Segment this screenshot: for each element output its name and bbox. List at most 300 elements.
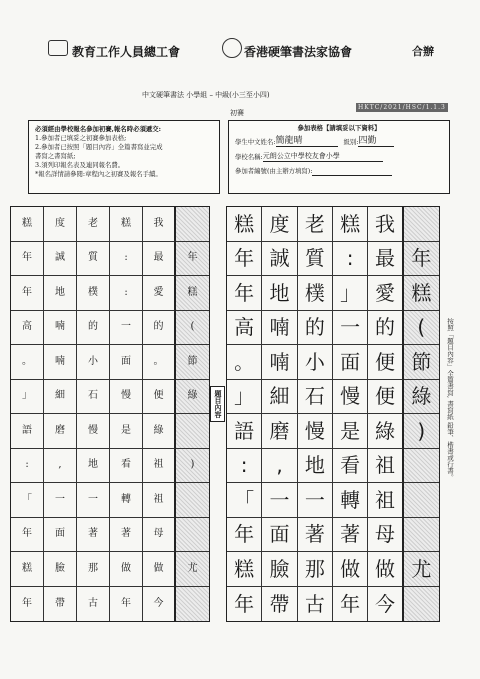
reference-cell: [176, 345, 209, 380]
handwritten-cell[interactable]: [227, 483, 262, 518]
reference-cell: [44, 587, 77, 622]
handwritten-char: 喃: [269, 349, 290, 374]
side-note: [444, 318, 455, 538]
reference-cell: [176, 242, 209, 277]
handwritten-cell[interactable]: [404, 587, 439, 622]
reference-char: 年: [121, 597, 131, 609]
handwritten-char: 語: [234, 418, 255, 443]
reference-cell: [44, 311, 77, 346]
reference-cell: [44, 518, 77, 553]
handwritten-char: 年: [234, 591, 255, 616]
reference-cell: [11, 207, 44, 242]
competition-subtitle: 中文硬筆書法 小學組 – 中級(小三至小四): [142, 91, 270, 99]
reference-cell: [143, 587, 176, 622]
reference-char: 糕: [187, 286, 198, 298]
reference-cell: [176, 414, 209, 449]
reference-cell: [44, 380, 77, 415]
reference-cell: [77, 311, 110, 346]
reference-char: 語: [22, 424, 32, 436]
org-left: 教育工作人員總工會: [72, 45, 181, 59]
handwritten-cell[interactable]: [262, 345, 297, 380]
handwritten-cell[interactable]: [368, 276, 403, 311]
handwritten-cell[interactable]: [333, 380, 368, 415]
reference-char: 綠: [153, 424, 164, 436]
reference-cell: [77, 449, 110, 484]
reference-char: 是: [121, 424, 131, 436]
handwritten-cell[interactable]: [262, 207, 297, 242]
handwritten-char: 年: [234, 522, 255, 547]
reference-cell: [44, 345, 77, 380]
id-field[interactable]: [312, 175, 392, 176]
reference-cell: [110, 276, 143, 311]
grade-label: 級別:: [343, 138, 359, 146]
reference-cell: [110, 483, 143, 518]
handwritten-char: 做: [340, 556, 361, 581]
reference-char: 慢: [121, 390, 131, 402]
handwritten-cell[interactable]: [227, 242, 262, 277]
handwritten-cell[interactable]: [368, 518, 403, 553]
reference-char: 年: [187, 252, 198, 264]
round-label: 初賽: [230, 109, 244, 117]
side-note-3: 鉛筆、楷書或行書。: [446, 421, 454, 481]
handwritten-cell[interactable]: [227, 311, 262, 346]
reference-char: 看: [121, 459, 131, 471]
reference-char: 節: [187, 355, 198, 367]
reference-cell: [110, 311, 143, 346]
reference-char: 轉: [121, 493, 131, 505]
handwritten-cell[interactable]: [368, 242, 403, 277]
handwritten-cell[interactable]: [333, 518, 368, 553]
handwritten-cell[interactable]: [227, 552, 262, 587]
name-field[interactable]: 簡龍晴: [276, 137, 338, 147]
reference-char: 「: [22, 493, 32, 505]
reference-cell: [77, 345, 110, 380]
reference-cell: [77, 276, 110, 311]
notice-item-2: 2.參加者已按照「題目內容」全篇書寫並完成: [35, 143, 163, 151]
handwritten-cell[interactable]: [368, 311, 403, 346]
reference-cell: [44, 242, 77, 277]
reference-cell: [176, 483, 209, 518]
reference-cell: [176, 587, 209, 622]
reference-cell: [44, 276, 77, 311]
handwritten-char: 做: [374, 556, 395, 581]
reference-char: 愛: [153, 286, 164, 298]
reference-char: 糕: [121, 217, 131, 229]
reference-cell: [77, 207, 110, 242]
handwritten-cell[interactable]: [298, 242, 333, 277]
reference-char: 便: [153, 390, 164, 402]
handwritten-char: 的: [374, 315, 395, 340]
reference-cell: [110, 207, 143, 242]
handwritten-cell[interactable]: [404, 518, 439, 553]
reference-char: 高: [22, 321, 32, 333]
handwritten-char: 的: [304, 315, 325, 340]
handwritten-cell[interactable]: [227, 587, 262, 622]
handwritten-char: 」: [234, 384, 255, 409]
reference-char: 的: [88, 321, 98, 333]
handwritten-char: 度: [269, 211, 290, 236]
handwritten-char: 今: [374, 591, 395, 616]
reference-char: 我: [153, 217, 164, 229]
handwritten-char: 臉: [269, 556, 290, 581]
handwritten-cell[interactable]: [298, 276, 333, 311]
handwritten-cell[interactable]: [404, 242, 439, 277]
reference-cell: [176, 380, 209, 415]
handwritten-cell[interactable]: [333, 276, 368, 311]
handwritten-char: 年: [234, 246, 255, 271]
reference-char: 」: [22, 390, 32, 402]
reference-char: 母: [153, 528, 164, 540]
handwritten-cell[interactable]: [262, 483, 297, 518]
handwritten-char: 愛: [374, 280, 395, 305]
reference-char: 面: [55, 528, 65, 540]
handwritten-char: 便: [374, 384, 395, 409]
handwritten-cell[interactable]: [368, 587, 403, 622]
handwritten-cell[interactable]: [298, 345, 333, 380]
reference-cell: [110, 380, 143, 415]
reference-char: :: [25, 459, 29, 471]
reference-char: 糕: [22, 562, 32, 574]
handwritten-cell[interactable]: [227, 345, 262, 380]
reference-cell: [176, 552, 209, 587]
reference-cell: [176, 518, 209, 553]
handwritten-cell[interactable]: [404, 311, 439, 346]
handwritten-char: 面: [340, 349, 361, 374]
reference-cell: [77, 518, 110, 553]
reference-char: 細: [55, 390, 65, 402]
handwritten-cell[interactable]: [298, 207, 333, 242]
org-suffix: 合辦: [412, 45, 434, 58]
reference-char: 最: [153, 252, 164, 264]
reference-cell: [176, 311, 209, 346]
handwritten-char: 便: [374, 349, 395, 374]
handwritten-cell[interactable]: [333, 311, 368, 346]
reference-cell: [176, 207, 209, 242]
reference-cell: [176, 276, 209, 311]
reference-char: 著: [121, 528, 131, 540]
handwritten-cell[interactable]: [262, 242, 297, 277]
handwritten-cell[interactable]: [262, 311, 297, 346]
reference-char: 年: [22, 286, 32, 298]
handwritten-char: 慢: [340, 384, 361, 409]
handwritten-char: 面: [269, 522, 290, 547]
handwritten-char: 年: [411, 246, 432, 271]
reference-cell: [11, 414, 44, 449]
handwritten-char: 最: [374, 246, 395, 271]
reference-char: 度: [55, 217, 65, 229]
handwritten-char: 轉: [340, 487, 361, 512]
reference-char: 質: [88, 252, 98, 264]
reference-char: (: [190, 321, 195, 333]
handwritten-char: 祖: [374, 487, 395, 512]
reference-char: 年: [22, 252, 32, 264]
reference-cell: [143, 518, 176, 553]
handwritten-char: 質: [304, 246, 325, 271]
reference-cell: [11, 380, 44, 415]
handwritten-cell[interactable]: [298, 483, 333, 518]
handwritten-char: 祖: [374, 453, 395, 478]
handwritten-char: 老: [304, 211, 325, 236]
handwritten-char: 細: [269, 384, 290, 409]
handwritten-cell[interactable]: [298, 552, 333, 587]
handwritten-char: 綠: [374, 418, 395, 443]
reference-char: 喃: [55, 355, 65, 367]
handwritten-cell[interactable]: [227, 276, 262, 311]
reference-char: 祖: [153, 459, 164, 471]
reference-char: 綠: [187, 390, 198, 402]
handwritten-cell[interactable]: [368, 552, 403, 587]
reference-cell: [110, 518, 143, 553]
reference-cell: [110, 414, 143, 449]
reference-char: 喃: [55, 321, 65, 333]
reference-char: ,: [58, 459, 62, 471]
handwritten-char: 糕: [340, 211, 361, 236]
reference-char: 樸: [88, 286, 98, 298]
notice-item-1: 1.參加者已填妥之初賽參加表格;: [35, 134, 127, 142]
handwritten-cell[interactable]: [298, 449, 333, 484]
reference-char: :: [124, 252, 128, 264]
handwritten-char: 年: [234, 280, 255, 305]
handwritten-cell[interactable]: [262, 380, 297, 415]
handwritten-char: 一: [304, 487, 325, 512]
handwritten-cell[interactable]: [404, 207, 439, 242]
reference-cell: [11, 483, 44, 518]
reference-cell: [11, 311, 44, 346]
handwritten-cell[interactable]: [227, 518, 262, 553]
reference-cell: [110, 242, 143, 277]
reference-char: 古: [88, 597, 98, 609]
reference-char: 做: [153, 562, 164, 574]
notice-item-3: 3.須列印報名表及連同報名費。: [35, 161, 125, 169]
handwritten-char: 著: [340, 522, 361, 547]
union-logo: [48, 40, 68, 56]
entry-form: [228, 120, 450, 194]
handwritten-cell[interactable]: [298, 587, 333, 622]
reference-cell: [44, 207, 77, 242]
reference-cell: [143, 380, 176, 415]
handwritten-cell[interactable]: [333, 587, 368, 622]
handwritten-cell[interactable]: [227, 380, 262, 415]
handwritten-cell[interactable]: [298, 414, 333, 449]
reference-cell: [11, 449, 44, 484]
reference-char: 誠: [55, 252, 65, 264]
reference-cell: [143, 414, 176, 449]
handwritten-char: 糕: [411, 280, 432, 305]
handwritten-char: 慢: [304, 418, 325, 443]
handwritten-char: 樸: [304, 280, 325, 305]
handwritten-cell[interactable]: [333, 345, 368, 380]
reference-cell: [143, 242, 176, 277]
reference-code: HKTC/2021/HSC/1.1.3: [358, 104, 446, 111]
reference-cell: [77, 380, 110, 415]
handwritten-cell[interactable]: [227, 207, 262, 242]
handwritten-cell[interactable]: [368, 207, 403, 242]
handwritten-cell[interactable]: [368, 414, 403, 449]
handwritten-char: 誠: [269, 246, 290, 271]
notice-item-2b: 書寫之書寫紙;: [35, 152, 76, 160]
handwritten-char: 綠: [411, 384, 432, 409]
reference-cell: [77, 414, 110, 449]
reference-text-grid: [10, 206, 210, 622]
handwritten-char: 那: [304, 556, 325, 581]
handwritten-cell[interactable]: [404, 483, 439, 518]
handwritten-char: 我: [374, 211, 395, 236]
reference-cell: [44, 552, 77, 587]
reference-cell: [143, 483, 176, 518]
reference-cell: [44, 414, 77, 449]
reference-cell: [11, 518, 44, 553]
handwritten-cell[interactable]: [368, 380, 403, 415]
id-label: 參加者編號(由主辦方填寫):: [235, 167, 313, 175]
reference-char: 祖: [153, 493, 164, 505]
reference-char: 糕: [22, 217, 32, 229]
theme-label: 題目內容: [210, 386, 225, 422]
handwritten-cell[interactable]: [298, 380, 333, 415]
reference-cell: [143, 552, 176, 587]
school-label: 學校名稱:: [235, 153, 263, 161]
handwritten-cell[interactable]: [404, 380, 439, 415]
reference-char: 磨: [55, 424, 65, 436]
handwritten-char: :: [346, 246, 354, 271]
reference-cell: [143, 311, 176, 346]
handwritten-char: 母: [374, 522, 395, 547]
handwritten-cell[interactable]: [262, 414, 297, 449]
handwritten-cell[interactable]: [404, 449, 439, 484]
side-note-2: 書寫紙: [446, 400, 454, 420]
reference-cell: [11, 276, 44, 311]
handwritten-char: 小: [304, 349, 325, 374]
reference-char: 尤: [187, 562, 198, 574]
handwritten-cell[interactable]: [404, 552, 439, 587]
handwritten-cell[interactable]: [333, 483, 368, 518]
reference-char: 做: [121, 562, 131, 574]
handwritten-char: 糕: [234, 211, 255, 236]
reference-char: ): [190, 459, 195, 471]
side-note-1: 按照「題目內容」全篇書寫,: [446, 318, 454, 399]
notice-box: [28, 120, 220, 194]
name-label: 學生中文姓名:: [235, 138, 276, 146]
handwritten-cell[interactable]: [333, 414, 368, 449]
school-field[interactable]: 元朗公立中學校友會小學: [263, 152, 383, 162]
reference-cell: [77, 242, 110, 277]
handwritten-char: 古: [304, 591, 325, 616]
reference-char: 一: [121, 321, 131, 333]
grade-field[interactable]: 四勤: [358, 137, 394, 147]
handwritten-cell[interactable]: [262, 449, 297, 484]
handwritten-cell[interactable]: [227, 449, 262, 484]
association-logo: [222, 38, 242, 58]
handwritten-cell[interactable]: [333, 449, 368, 484]
handwritten-char: 。: [234, 349, 255, 374]
handwritten-char: 喃: [269, 315, 290, 340]
handwritten-cell[interactable]: [262, 587, 297, 622]
handwritten-cell[interactable]: [368, 345, 403, 380]
handwritten-cell[interactable]: [333, 207, 368, 242]
handwritten-cell[interactable]: [298, 311, 333, 346]
reference-char: 。: [153, 355, 164, 367]
reference-cell: [143, 449, 176, 484]
handwritten-cell[interactable]: [404, 414, 439, 449]
reference-char: 著: [88, 528, 98, 540]
reference-char: 小: [88, 355, 98, 367]
reference-cell: [176, 449, 209, 484]
handwritten-char: :: [240, 453, 248, 478]
handwritten-cell[interactable]: [262, 518, 297, 553]
reference-char: 面: [121, 355, 131, 367]
handwritten-cell[interactable]: [262, 276, 297, 311]
org-right: 香港硬筆書法家協會: [244, 45, 353, 59]
reference-char: 老: [88, 217, 98, 229]
handwritten-char: 「: [234, 487, 255, 512]
handwritten-char: 磨: [269, 418, 290, 443]
reference-char: 那: [88, 562, 98, 574]
handwritten-cell[interactable]: [368, 483, 403, 518]
reference-cell: [44, 483, 77, 518]
reference-char: 今: [153, 597, 164, 609]
reference-cell: [143, 207, 176, 242]
handwritten-char: 一: [269, 487, 290, 512]
handwritten-char: 地: [304, 453, 325, 478]
handwritten-char: 節: [411, 349, 432, 374]
handwritten-cell[interactable]: [368, 449, 403, 484]
reference-char: 年: [22, 528, 32, 540]
reference-cell: [77, 483, 110, 518]
handwritten-char: 糕: [234, 556, 255, 581]
reference-cell: [143, 276, 176, 311]
handwritten-char: 高: [234, 315, 255, 340]
reference-char: 。: [22, 355, 32, 367]
handwritten-cell[interactable]: [404, 345, 439, 380]
handwritten-cell[interactable]: [262, 552, 297, 587]
reference-cell: [11, 345, 44, 380]
reference-char: 地: [55, 286, 65, 298]
reference-char: 石: [88, 390, 98, 402]
reference-cell: [143, 345, 176, 380]
handwritten-char: 地: [269, 280, 290, 305]
handwritten-cell[interactable]: [333, 242, 368, 277]
handwritten-char: 是: [340, 418, 361, 443]
handwritten-char: ,: [276, 453, 283, 478]
writing-grid: [226, 206, 440, 622]
handwritten-cell[interactable]: [333, 552, 368, 587]
reference-char: 一: [88, 493, 98, 505]
reference-char: 的: [153, 321, 164, 333]
handwritten-char: 石: [304, 384, 325, 409]
reference-cell: [110, 449, 143, 484]
reference-cell: [44, 449, 77, 484]
handwritten-char: 看: [340, 453, 361, 478]
reference-char: 一: [55, 493, 65, 505]
reference-char: 地: [88, 459, 98, 471]
reference-cell: [11, 242, 44, 277]
handwritten-char: 」: [340, 280, 361, 305]
handwritten-char: ): [417, 418, 426, 443]
handwritten-cell[interactable]: [404, 276, 439, 311]
reference-cell: [77, 587, 110, 622]
reference-char: 臉: [55, 562, 65, 574]
reference-cell: [110, 587, 143, 622]
handwritten-cell[interactable]: [298, 518, 333, 553]
handwritten-char: 帶: [269, 591, 290, 616]
reference-char: 年: [22, 597, 32, 609]
handwritten-char: 尤: [411, 556, 432, 581]
handwritten-char: (: [417, 315, 426, 340]
form-title: 參加表格【請填妥以下資料】: [297, 124, 381, 132]
handwritten-cell[interactable]: [227, 414, 262, 449]
handwritten-char: 一: [340, 315, 361, 340]
notice-title: 必須經由學校報名參加初賽,報名時必須遞交:: [35, 125, 162, 133]
reference-char: 帶: [55, 597, 65, 609]
